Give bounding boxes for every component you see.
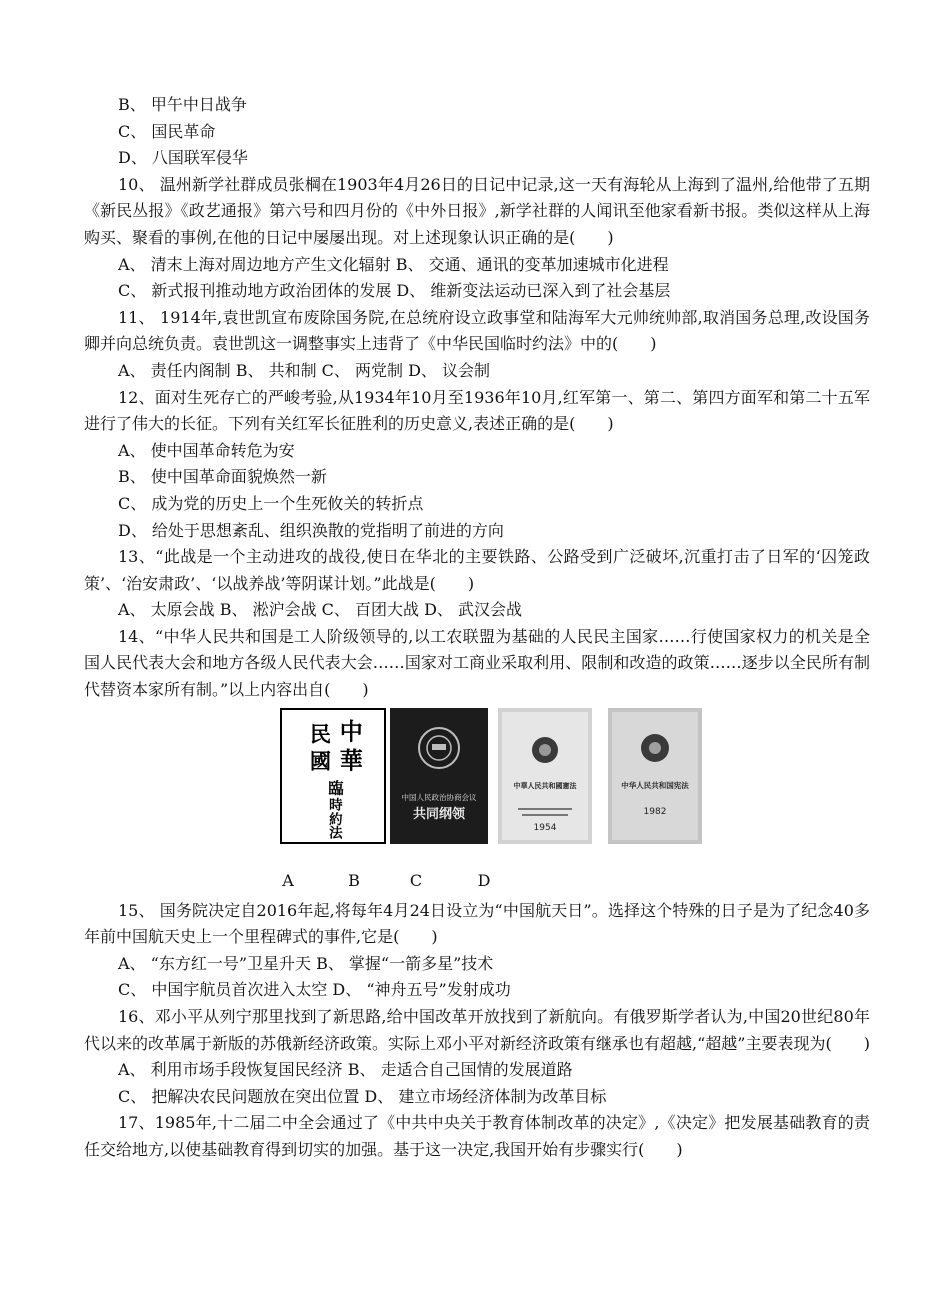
label-b: B <box>348 870 360 890</box>
q14-image-labels <box>84 868 870 898</box>
q15-options-ab: A、 “东方红一号”卫星升天 B、 掌握“一箭多星”技术 <box>118 953 494 973</box>
figure-b-common-program <box>390 708 488 844</box>
label-c: C <box>409 870 423 890</box>
q13-stem: 13、“此战是一个主动进攻的战役,使日在华北的主要铁路、公路受到广泛破坏,沉重打击了日军的‘囚笼政策’、‘治安肃政’、‘以战养战’等阴谋计划。”此战是( ) <box>84 547 870 593</box>
fig-a-char: 民 <box>309 721 332 747</box>
fig-d-title: 中华人民共和国宪法 <box>621 780 689 790</box>
q10-options-ab: A、 清末上海对周边地方产生文化辐射 B、 交通、通讯的变革加速城市化进程 <box>118 254 669 274</box>
figure-a-provisional-constitution <box>280 708 386 844</box>
figure-d-1982-constitution <box>608 708 702 844</box>
q11-stem: 11、 1914年,袁世凯宣布废除国务院,在总统府设立政事堂和陆海军大元帅统帅部,取消国务总理,改设国务卿并向总统负责。袁世凯这一调整事实上违背了《中华民国临时约法》中的( ) <box>84 307 870 354</box>
q9-option-d: D、 八国联军侵华 <box>118 148 248 168</box>
fig-a-char: 法 <box>329 825 343 842</box>
q15-stem: 15、 国务院决定自2016年起,将每年4月24日设立为“中国航天日”。选择这个特殊的日子是为了纪念40多年前中国航天史上一个里程碑式的事件,它是( ) <box>84 900 870 947</box>
q14-document-images <box>84 708 870 844</box>
q12-option-c: C、 成为党的历史上一个生死攸关的转折点 <box>118 493 424 513</box>
figure-a-image <box>282 710 384 842</box>
fig-c-year: 1954 <box>533 822 557 833</box>
fig-a-char: 華 <box>339 746 363 774</box>
q14-stem: 14、“中华人民共和国是工人阶级领导的,以工农联盟为基础的人民民主国家……行使国家权力的机关是全国人民代表大会和地方各级人民代表大会……国家对工商业采取利用、限制和改造的政策……逐步以全民所有制代替资本家所有制。”以上内容出自( ) <box>84 626 870 700</box>
q10-stem: 10、 温州新学社群成员张棡在1903年4月26日的日记中记录,这一天有海轮从上海到了温州,给他带了五期《新民丛报》《政艺通报》第六号和四月份的《中外日报》,新学社群的人闻讯至他家看新书报。类似这样从上海购买、聚看的事例,在他的日记中屡屡出现。对上述现象认识正确的是( ) <box>84 174 870 247</box>
q13-options: A、 太原会战 B、 淞沪会战 C、 百团大战 D、 武汉会战 <box>118 600 522 620</box>
q9-option-b: B、 甲午中日战争 <box>118 95 247 114</box>
fig-d-year: 1982 <box>643 806 667 817</box>
fig-b-title: 共同纲领 <box>412 806 466 822</box>
fig-a-char: 國 <box>309 747 332 773</box>
label-d: D <box>477 870 491 890</box>
fig-c-title: 中華人民共和國憲法 <box>513 781 577 790</box>
q15-options-cd: C、 中国宇航员首次进入太空 D、 “神舟五号”发射成功 <box>118 980 511 1000</box>
q12-option-b: B、 使中国革命面貌焕然一新 <box>118 467 327 487</box>
q12-option-a: A、 使中国革命转危为安 <box>118 440 295 460</box>
q10-options-cd: C、 新式报刊推动地方政治团体的发展 D、 维新变法运动已深入到了社会基层 <box>118 281 671 301</box>
q16-stem: 16、邓小平从列宁那里找到了新思路,给中国改革开放找到了新航向。有俄罗斯学者认为,中国20世纪80年代以来的改革属于新版的苏俄新经济政策。实际上邓小平对新经济政策有继承也有超越,“超越”主要表现为( ) <box>84 1007 870 1053</box>
q12-stem: 12、面对生死存亡的严峻考验,从1934年10月至1936年10月,红军第一、第二、第四方面军和第二十五军进行了伟大的长征。下列有关红军长征胜利的历史意义,表述正确的是( ) <box>84 387 870 434</box>
q17-stem: 17、1985年,十二届二中全会通过了《中共中央关于教育体制改革的决定》,《决定》把发展基础教育的责任交给地方,以使基础教育得到切实的加强。基于这一决定,我国开始有步骤实行( ) <box>84 1113 870 1159</box>
fig-a-char: 臨 <box>328 778 344 797</box>
fig-b-caption: 中国人民政治协商会议 <box>401 792 477 802</box>
q16-options-ab: A、 利用市场手段恢复国民经济 B、 走适合自己国情的发展道路 <box>118 1060 573 1080</box>
fig-a-char: 中 <box>339 718 363 746</box>
q11-options: A、 责任内阁制 B、 共和制 C、 两党制 D、 议会制 <box>118 360 490 380</box>
fig-a-char: 約 <box>329 811 343 828</box>
q12-option-d: D、 给处于思想紊乱、组织涣散的党指明了前进的方向 <box>118 520 504 540</box>
figure-c-1954-constitution <box>498 708 592 844</box>
exam-page <box>84 92 870 1164</box>
figure-c-image <box>498 708 592 844</box>
fig-a-char: 時 <box>329 797 343 814</box>
label-a: A <box>282 870 294 890</box>
figure-d-image <box>608 708 702 844</box>
figure-b-image <box>390 708 488 844</box>
q16-options-cd: C、 把解决农民问题放在突出位置 D、 建立市场经济体制为改革目标 <box>118 1086 607 1106</box>
q9-option-c: C、 国民革命 <box>118 121 216 141</box>
